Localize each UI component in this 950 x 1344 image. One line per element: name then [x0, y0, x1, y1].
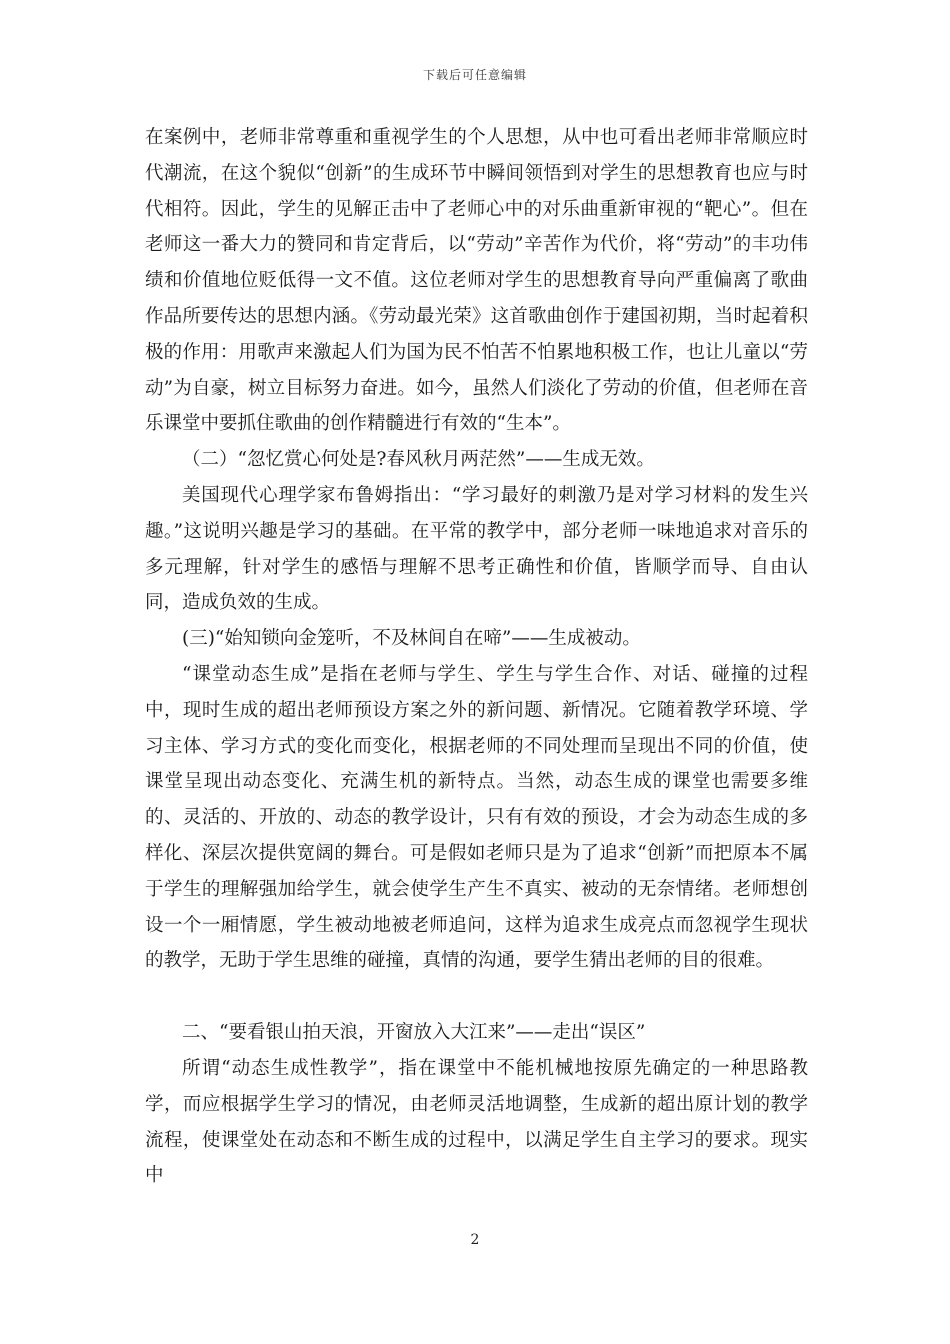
page-number: 2 [470, 1232, 480, 1248]
paragraph-case-analysis: 在案例中，老师非常尊重和重视学生的个人思想，从中也可看出老师非常顺应时代潮流，在这个貌似“创新”的生成环节中瞬间领悟到对学生的思想教育也应与时代相符。因此，学生的见解正击中了老师心中的对乐曲重新审视的“靶心”。但在老师这一番大力的赞同和肯定背后，以“劳动”辛苦作为代价，将“劳动”的丰功伟绩和价值地位贬低得一文不值。这位老师对学生的思想教育导向严重偏离了歌曲作品所要传达的思想内涵。《劳动最光荣》这首歌曲创作于建国初期，当时起着积极的作用：用歌声来激起人们为国为民不怕苦不怕累地积极工作，也让儿童以“劳动”为自豪，树立目标努力奋进。如今，虽然人们淡化了劳动的价值，但老师在音乐课堂中要抓住歌曲的创作精髓进行有效的“生本”。 [145, 127, 808, 435]
section-heading-misconceptions: 二、“要看银山拍天浪，开窗放入大江来”——走出“误区” [182, 1022, 646, 1044]
subheading-ineffective-generation: （二）“忽忆赏心何处是?春风秋月两茫然”——生成无效。 [182, 449, 655, 471]
subheading-passive-generation: (三)“始知锁向金笼听，不及林间自在啼”——生成被动。 [182, 628, 641, 650]
paragraph-bloom-interest: 美国现代心理学家布鲁姆指出：“学习最好的刺激乃是对学习材料的发生兴趣。”这说明兴趣是学习的基础。在平常的教学中，部分老师一味地追求对音乐的多元理解，针对学生的感悟与理解不思考正确性和价值，皆顺学而导、自由认同，造成负效的生成。 [145, 484, 808, 614]
page-header: 下载后可任意编辑 [422, 68, 527, 82]
document-body [145, 120, 808, 1194]
paragraph-dynamic-teaching-definition: 所谓“动态生成性教学”，指在课堂中不能机械地按原先确定的一种思路教学，而应根据学生学习的情况，由老师灵活地调整，生成新的超出原计划的教学流程，使课堂处在动态和不断生成的过程中，以满足学生自主学习的要求。现实中 [145, 1057, 808, 1187]
paragraph-dynamic-generation: “课堂动态生成”是指在老师与学生、学生与学生合作、对话、碰撞的过程中，现时生成的超出老师预设方案之外的新问题、新情况。它随着教学环境、学习主体、学习方式的变化而变化，根据老师的不同处理而呈现出不同的价值，使课堂呈现出动态变化、充满生机的新特点。当然，动态生成的课堂也需要多维的、灵活的、开放的、动态的教学设计，只有有效的预设，才会为动态生成的多样化、深层次提供宽阔的舞台。可是假如老师只是为了追求“创新”而把原本不属于学生的理解强加给学生，就会使学生产生不真实、被动的无奈情绪。老师想创设一个一厢情愿，学生被动地被老师追问，这样为追求生成亮点而忽视学生现状的教学，无助于学生思维的碰撞，真情的沟通，要学生猜出老师的目的很难。 [145, 663, 808, 972]
section-spacer [145, 979, 808, 1015]
